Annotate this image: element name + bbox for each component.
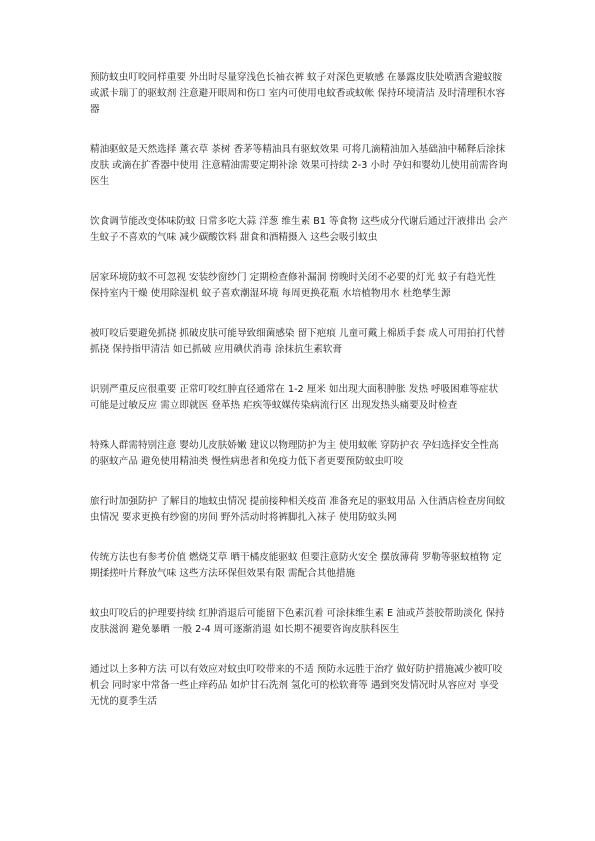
paragraph-conclusion: 通过以上多种方法 可以有效应对蚊虫叮咬带来的不适 预防永远胜于治疗 做好防护措施减少被叮咬机会 同时家中常备一些止痒药品 如炉甘石洗剂 氢化可的松软膏等 遇到突发情况时从容应对 享受无忧的夏季生活 — [90, 664, 503, 707]
paragraph-diet: 饮食调节能改变体味防蚊 日常多吃大蒜 洋葱 维生素 B1 等食物 这些成分代谢后通过汗液排出 会产生蚊子不喜欢的气味 减少碳酸饮料 甜食和酒精摄入 这些会吸引蚊虫 — [90, 216, 508, 243]
paragraph-traditional-methods: 传统方法也有参考价值 燃烧艾草 晒干橘皮能驱蚊 但要注意防火安全 摆放薄荷 罗勒等驱蚊植物 定期揉搓叶片释放气味 这些方法环保但效果有限 需配合其他措施 — [90, 552, 502, 579]
paragraph-special-groups: 特殊人群需特别注意 婴幼儿皮肤娇嫩 建议以物理防护为主 使用蚊帐 穿防护衣 孕妇选择安全性高的驱蚊产品 避免使用精油类 慢性病患者和免疫力低下者更要预防蚊虫叮咬 — [90, 440, 499, 467]
paragraph-avoid-scratching: 被叮咬后要避免抓挠 抓破皮肤可能导致细菌感染 留下疤痕 儿童可戴上棉质手套 成人可用拍打代替抓挠 保持指甲清洁 如已抓破 应用碘伏消毒 涂抹抗生素软膏 — [90, 328, 506, 355]
paragraph-aftercare: 蚊虫叮咬后的护理要持续 红肿消退后可能留下色素沉着 可涂抹维生素 E 油或芦荟胶帮助淡化 保持皮肤滋润 避免暴晒 一般 2-4 周可逐渐消退 如长期不褪要咨询皮肤科医生 — [90, 608, 505, 635]
paragraph-essential-oils: 精油驱蚊是天然选择 薰衣草 茶树 香茅等精油具有驱蚊效果 可将几滴精油加入基础油中稀释后涂抹皮肤 或滴在扩香器中使用 注意精油需要定期补涂 效果可持续 2-3 小时 孕妇和婴幼儿使用前需咨询医生 — [90, 144, 508, 187]
paragraph-severe-reactions: 识别严重反应很重要 正常叮咬红肿直径通常在 1-2 厘米 如出现大面积肿胀 发热 呼吸困难等症状 可能是过敏反应 需立即就医 登革热 疟疾等蚊媒传染病流行区 出现发热头痛要及时检查 — [90, 384, 499, 411]
document-body — [90, 70, 508, 734]
paragraph-travel: 旅行时加强防护 了解目的地蚊虫情况 提前接种相关疫苗 准备充足的驱蚊用品 入住酒店检查房间蚊虫情况 要求更换有纱窗的房间 野外活动时将裤脚扎入袜子 使用防蚊头网 — [90, 496, 506, 523]
paragraph-prevention: 预防蚊虫叮咬同样重要 外出时尽量穿浅色长袖衣裤 蚊子对深色更敏感 在暴露皮肤处喷洒含避蚊胺或派卡瑞丁的驱蚊剂 注意避开眼周和伤口 室内可使用电蚊香或蚊帐 保持环境清洁 及时清理积水容器 — [90, 72, 506, 115]
paragraph-home-environment: 居家环境防蚊不可忽视 安装纱窗纱门 定期检查修补漏洞 傍晚时关闭不必要的灯光 蚊子有趋光性 保持室内干燥 使用除湿机 蚊子喜欢潮湿环境 每周更换花瓶 水培植物用水 杜绝孳生源 — [90, 272, 496, 299]
